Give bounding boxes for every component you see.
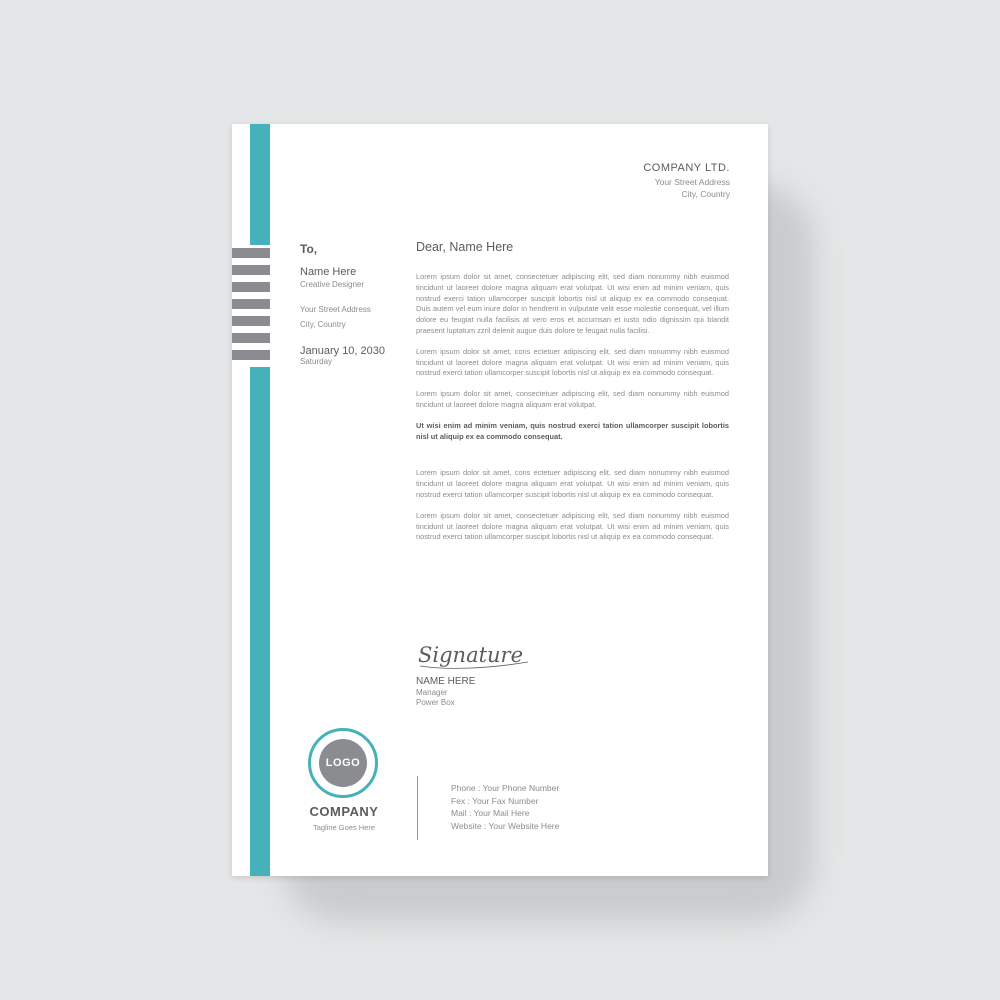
recipient-street: Your Street Address bbox=[300, 305, 371, 314]
paragraph: Lorem ipsum dolor sit amet, consectetuer adipiscing elit, sed diam nonummy nibh euismod tincidunt ut laoreet dolore magna aliquam erat volutpat. Ut wisi enim ad minim veniam, quis nostrud exerci tation ullamcorper suscipit lobortis nisl ut aliquip ex ea commodo consequat. bbox=[416, 510, 729, 542]
logo-company: COMPANY bbox=[309, 804, 379, 819]
company-street: Your Street Address bbox=[654, 177, 730, 187]
stripe bbox=[232, 350, 270, 360]
greeting: Dear, Name Here bbox=[416, 240, 514, 254]
contact-phone: Phone : Your Phone Number bbox=[451, 783, 560, 793]
contact-block bbox=[451, 782, 559, 832]
logo-mark: LOGO bbox=[319, 739, 367, 787]
recipient-title: Creative Designer bbox=[300, 280, 365, 289]
signer-org: Power Box bbox=[416, 698, 455, 707]
contact-mail: Mail : Your Mail Here bbox=[451, 808, 530, 818]
paragraph: Lorem ipsum dolor sit amet, cons ectetuer adipiscing elit, sed diam nonummy nibh euismod tincidunt ut laoreet dolore magna aliquam erat volutpat. Ut wisi enim ad minim veniam, quis nostrud exerci tation ullamcorper suscipit lobortis nisl ut aliquip ex ea commodo consequat. bbox=[416, 346, 729, 378]
stripe bbox=[232, 248, 270, 258]
paragraph: Lorem ipsum dolor sit amet, consectetuer adipiscing elit, sed diam nonummy nibh euismod tincidunt ut laoreet dolore magna aliquam erat volutpat. bbox=[416, 389, 729, 409]
signer-block bbox=[416, 676, 475, 707]
stripe bbox=[232, 299, 270, 309]
company-name: COMPANY LTD. bbox=[643, 162, 730, 174]
stripe bbox=[232, 282, 270, 292]
contact-divider bbox=[417, 776, 418, 840]
contact-website: Website : Your Website Here bbox=[451, 820, 560, 831]
recipient-name: Name Here bbox=[300, 266, 357, 278]
stripe bbox=[232, 316, 270, 326]
signer-name: NAME HERE bbox=[416, 676, 476, 687]
recipient-block bbox=[300, 242, 410, 366]
paragraph: Lorem ipsum dolor sit amet, consectetuer adipiscing elit, sed diam nonummy nibh euismod tincidunt ut laoreet dolore magna aliquam erat volutpat. Ut wisi enim ad minim veniam, quis nostrud exerci tation ullamcorper suscipit lobortis nisl ut aliquip ex ea commodo consequat. Duis autem vel eum iriure dolor in hendrerit in vulputate velit esse molestie consequat, vel illum dolore eu feugiat nulla facilisis at vero eros et accumsan et iusto odio dignissim qui blandit praesent luptatum zzril delenit augue duis dolore te feugait nulla facilisi. bbox=[416, 272, 729, 335]
logo-ring bbox=[308, 728, 378, 798]
company-header bbox=[643, 162, 730, 199]
recipient-city: City, Country bbox=[300, 320, 346, 329]
company-city: City, Country bbox=[681, 189, 730, 199]
letter-body bbox=[416, 240, 729, 553]
stripe bbox=[232, 265, 270, 275]
signature-image bbox=[416, 636, 546, 672]
contact-fax: Fex : Your Fax Number bbox=[451, 795, 539, 806]
signer-role: Manager bbox=[416, 688, 448, 697]
letterhead-page bbox=[232, 124, 768, 876]
logo-tagline: Tagline Goes Here bbox=[312, 823, 376, 832]
to-label: To, bbox=[300, 242, 318, 256]
paragraph-bold: Ut wisi enim ad minim veniam, quis nostrud exerci tation ullamcorper suscipit lobortis nisl ut aliquip ex ea commodo consequat. bbox=[416, 420, 729, 441]
letter-date: January 10, 2030 bbox=[300, 345, 386, 357]
paragraph: Lorem ipsum dolor sit amet, cons ectetuer adipiscing elit, sed diam nonummy nibh euismod tincidunt ut laoreet dolore magna aliquam erat volutpat. Ut wisi enim ad minim veniam, quis nostrud exerci tation ullamcorper suscipit lobortis nisl ut aliquip ex ea commodo consequat. bbox=[416, 468, 729, 499]
stripe-block bbox=[232, 245, 270, 367]
signature-script: Signature bbox=[418, 643, 524, 667]
accent-bar bbox=[250, 124, 270, 876]
stripe bbox=[232, 333, 270, 343]
letter-day: Saturday bbox=[300, 357, 333, 366]
